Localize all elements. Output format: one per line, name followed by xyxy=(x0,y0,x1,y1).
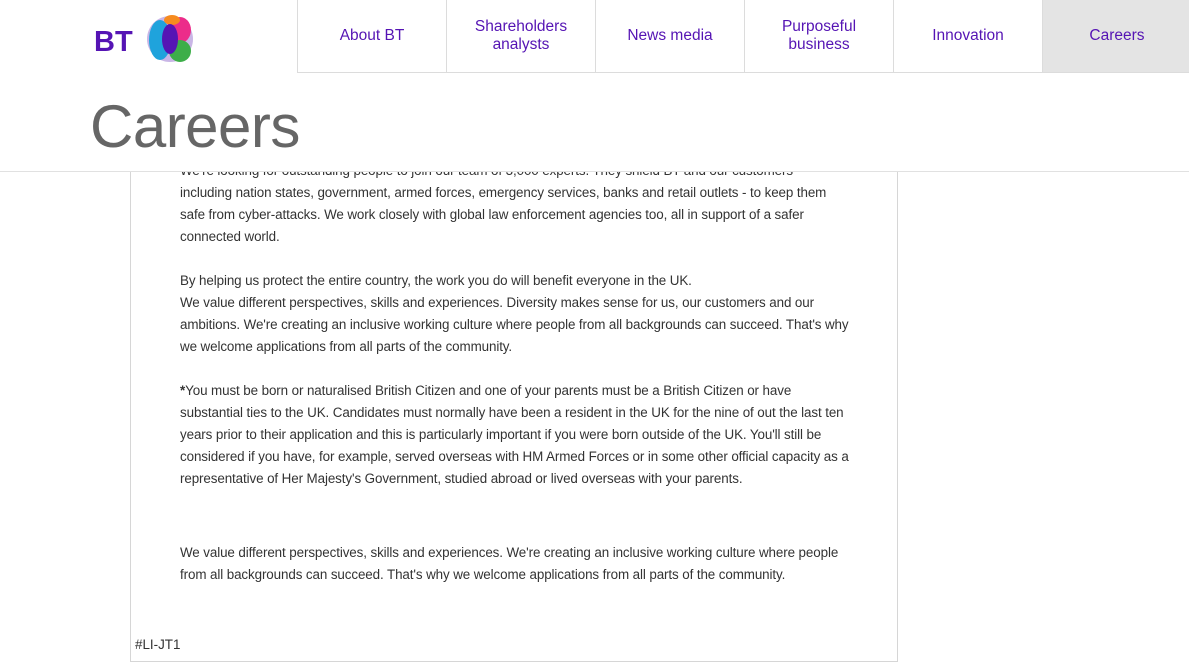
site-header xyxy=(0,0,1189,172)
job-description-body xyxy=(180,160,850,586)
eligibility-asterisk: * xyxy=(180,383,186,398)
nav-item-careers[interactable]: Careers xyxy=(1042,0,1189,72)
paragraph-eligibility xyxy=(180,380,850,490)
bt-logo-wordmark: BT xyxy=(94,26,133,58)
bt-logo[interactable] xyxy=(94,14,198,64)
nav-item-purposeful-business[interactable]: Purposeful business xyxy=(744,0,893,72)
paragraph-diversity: We value different perspectives, skills and experiences. Diversity makes sense for us, our customers and our ambitions. We're creating an inclusive working culture where people from all backgrounds can succeed. That's why we welcome applications from all parts of the community. xyxy=(180,295,849,354)
nav-item-shareholders-analysts[interactable]: Shareholders analysts xyxy=(446,0,595,72)
bt-globe-icon xyxy=(147,15,193,62)
nav-item-innovation[interactable]: Innovation xyxy=(893,0,1042,72)
job-description-panel xyxy=(130,120,898,662)
nav-item-news-media[interactable]: News media xyxy=(595,0,744,72)
eligibility-text: You must be born or naturalised British Citizen and one of your parents must be a British Citizen or have substantial ties to the UK. Candidates must normally have been a resident in the UK for the nine of out the last ten years prior to their application and this is particularly important if you were born outside of the UK. You'll still be considered if you have, for example, served overseas with HM Armed Forces or in some other official capacity as a representative of Her Majesty's Government, studied abroad or lived overseas with your parents. xyxy=(180,383,849,486)
paragraph-inclusion: We value different perspectives, skills and experiences. We're creating an inclusive working culture where people from all backgrounds can succeed. That's why we welcome applications from all parts of the community. xyxy=(180,545,839,582)
paragraph-benefit: By helping us protect the entire country, the work you do will benefit everyone in the UK. xyxy=(180,273,692,288)
primary-nav xyxy=(297,0,1189,73)
nav-item-about-bt[interactable]: About BT xyxy=(297,0,446,72)
job-reference-tag: #LI-JT1 xyxy=(135,637,181,652)
page-title: Careers xyxy=(90,93,300,160)
paragraph-team-intro: including nation states, government, armed forces, emergency services, banks and retail outlets - to keep them safe from cyber-attacks. We work closely with global law enforcement agencies too, all in support of a safer connected world. xyxy=(180,185,827,244)
